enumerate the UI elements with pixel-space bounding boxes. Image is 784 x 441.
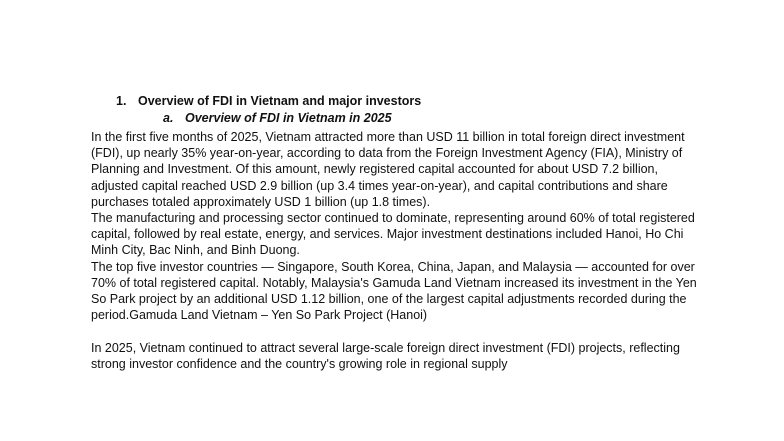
paragraph-sectors: The manufacturing and processing sector continued to dominate, representing around 60% of total registered capital, followed by real estate, energy, and services. Major investment destinations included Hanoi, Ho Chi Minh City, Bac Ninh, and Binh Duong. [91,211,695,258]
section-heading [116,93,421,109]
paragraph-fdi-summary: In the first five months of 2025, Vietnam attracted more than USD 11 billion in total foreign direct investment (FDI), up nearly 35% year-on-year, according to data from the Foreign Investment Agency (FIA), Ministry of Planning and Investment. Of this amount, newly registered capital accounted for about USD 7.2 billion, adjusted capital reached USD 2.9 billion (up 3.4 times year-on-year), and capital contributions and share purchases totaled approximately USD 1 billion (up 1.8 times). [91,130,685,209]
subsection-heading [163,110,392,126]
section-number: 1. [116,94,127,108]
section-title: Overview of FDI in Vietnam and major investors [138,94,422,108]
subsection-title: Overview of FDI in Vietnam in 2025 [185,111,392,125]
paragraph-spacer [91,323,701,339]
paragraph-investor-countries: The top five investor countries — Singapore, South Korea, China, Japan, and Malaysia — accounted for over 70% of total registered capital. Notably, Malaysia's Gamuda Land Vietnam increased its investment in the Yen So Park project by an additional USD 1.12 billion, one of the largest capital adjustments recorded during the period.Gamuda Land Vietnam – Yen So Park Project (Hanoi) [91,259,697,323]
subsection-letter: a. [163,111,174,125]
body-text [91,129,701,372]
paragraph-large-projects: In 2025, Vietnam continued to attract several large-scale foreign direct investment (FDI) projects, reflecting strong investor confidence and the country's growing role in regional supply [91,340,680,371]
